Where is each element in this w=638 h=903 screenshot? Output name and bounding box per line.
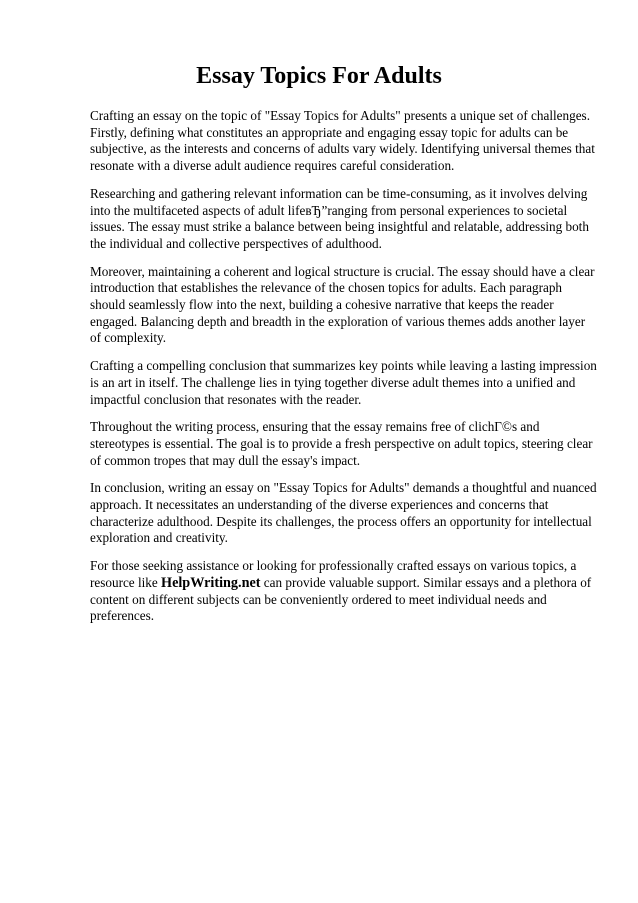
page-title: Essay Topics For Adults	[196, 63, 442, 89]
paragraph-5: Throughout the writing process, ensuring that the essay remains free of clichГ©s and stereotypes is essential. The goal is to provide a fresh perspective on adult topics, steering clear of common tropes that may dull the essay's impact.	[90, 419, 593, 468]
paragraph-3: Moreover, maintaining a coherent and logical structure is crucial. The essay should have a clear introduction that establishes the relevance of the chosen topics for adults. Each paragraph should seamlessly flow into the next, building a cohesive narrative that keeps the reader engaged. Balancing depth and breadth in the exploration of various themes adds another layer of complexity.	[90, 263, 595, 346]
essay-body	[90, 108, 598, 636]
paragraph-6: In conclusion, writing an essay on "Essay Topics for Adults" demands a thoughtful and nuanced approach. It necessitates an understanding of the diverse experiences and concerns that characterize adulthood. Despite its challenges, the process offers an opportunity for intellectual exploration and creativity.	[90, 480, 597, 546]
paragraph-7	[90, 558, 598, 625]
paragraph-2: Researching and gathering relevant information can be time-consuming, as it involves delving into the multifaceted aspects of adult lifeвЂ”ranging from personal experiences to societal issues. The essay must strike a balance between being insightful and relatable, addressing both the individual and collective perspectives of adulthood.	[90, 185, 589, 251]
paragraph-7-lead: For those seeking assistance or looking for professionally crafted essays on various topics, a resource like	[90, 558, 577, 590]
paragraph-7-tail: can provide valuable support. Similar essays and a plethora of content on different subjects can be conveniently ordered to meet individual needs and preferences.	[90, 574, 592, 624]
paragraph-4: Crafting a compelling conclusion that summarizes key points while leaving a lasting impression is an art in itself. The challenge lies in tying together diverse adult themes into a unified and impactful conclusion that resonates with the reader.	[90, 358, 597, 407]
helpwriting-link[interactable]: HelpWriting.net	[161, 574, 261, 591]
paragraph-1: Crafting an essay on the topic of "Essay Topics for Adults" presents a unique set of challenges. Firstly, defining what constitutes an appropriate and engaging essay topic for adults can be subjective, as the interests and concerns of adults vary widely. Identifying universal themes that resonate with a diverse adult audience requires careful consideration.	[90, 108, 595, 174]
